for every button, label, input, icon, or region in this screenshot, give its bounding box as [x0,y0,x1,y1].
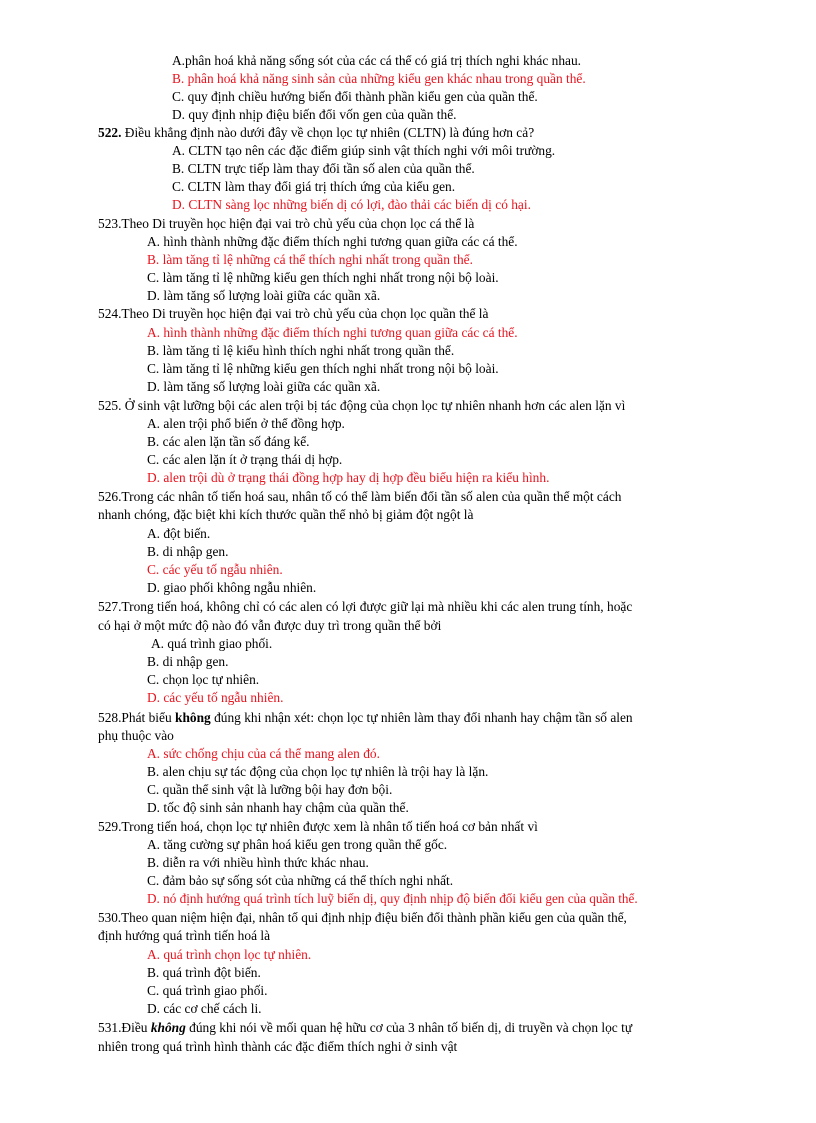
q522-number: 522. [98,125,122,140]
q524-stem: 524.Theo Di truyền học hiện đại vai trò chủ yếu của chọn lọc quần thể là [98,306,489,321]
q524-option-d: D. làm tăng số lượng loài giữa các quần xã. [147,379,381,394]
q528-stem-pre: 528.Phát biểu [98,710,175,725]
q528-option-b: B. alen chịu sự tác động của chọn lọc tự nhiên là trội hay là lặn. [147,764,489,779]
q523-option-c: C. làm tăng tỉ lệ những kiểu gen thích nghi nhất trong nội bộ loài. [147,270,499,285]
q530-stem-line2: định hướng quá trình tiến hoá là [98,928,271,943]
q525-option-c: C. các alen lặn ít ở trạng thái dị hợp. [147,452,343,467]
q521-option-b: B. phân hoá khả năng sinh sản của những kiểu gen khác nhau trong quần thể. [172,71,586,86]
q524-option-a: A. hình thành những đặc điểm thích nghi tương quan giữa các cá thể. [147,325,518,340]
q527-option-d: D. các yếu tố ngẫu nhiên. [147,690,284,705]
q522-stem-text: Điều khẳng định nào dưới đây về chọn lọc tự nhiên (CLTN) là đúng hơn cả? [121,125,535,140]
q530-option-a: A. quá trình chọn lọc tự nhiên. [147,947,312,962]
q529-option-d: D. nó định hướng quá trình tích luỹ biến dị, quy định nhịp độ biến đổi kiểu gen của quần thể. [147,891,638,906]
q528-option-c: C. quần thể sinh vật là lưỡng bội hay đơn bội. [147,782,393,797]
q523-option-a: A. hình thành những đặc điểm thích nghi tương quan giữa các cá thể. [147,234,518,249]
q522-option-d: D. CLTN sàng lọc những biến dị có lợi, đào thải các biến dị có hại. [172,197,531,212]
q522-option-a: A. CLTN tạo nên các đặc điểm giúp sinh vật thích nghi với môi trường. [172,143,556,158]
q530-option-d: D. các cơ chế cách li. [147,1001,262,1016]
q522-option-b: B. CLTN trực tiếp làm thay đổi tần số alen của quần thể. [172,161,475,176]
q528-option-a: A. sức chống chịu của cá thể mang alen đó. [147,746,380,761]
q521-option-c: C. quy định chiều hướng biến đổi thành phần kiểu gen của quần thể. [172,89,538,104]
q527-option-a: A. quá trình giao phối. [151,636,273,651]
q526-option-a: A. đột biến. [147,526,211,541]
q526-stem-line2: nhanh chóng, đặc biệt khi kích thước quần thể nhỏ bị giảm đột ngột là [98,507,474,522]
q527-option-c: C. chọn lọc tự nhiên. [147,672,260,687]
q522-option-c: C. CLTN làm thay đổi giá trị thích ứng của kiểu gen. [172,179,456,194]
q530-option-b: B. quá trình đột biến. [147,965,261,980]
q531-stem-line2: nhiên trong quá trình hình thành các đặc điểm thích nghi ở sinh vật [98,1039,458,1054]
q525-option-b: B. các alen lặn tần số đáng kể. [147,434,310,449]
q526-stem-line1: 526.Trong các nhân tố tiến hoá sau, nhân tố có thể làm biến đổi tần số alen của quần thể một cách [98,489,622,504]
q527-stem-line1: 527.Trong tiến hoá, không chỉ có các alen có lợi được giữ lại mà nhiều khi các alen trung tính, hoặc [98,599,633,614]
q527-stem-line2: có hại ở một mức độ nào đó vẫn được duy trì trong quần thể bởi [98,618,442,633]
q521-option-a: A.phân hoá khả năng sống sót của các cá thể có giá trị thích nghi khác nhau. [172,53,582,68]
q526-option-b: B. di nhập gen. [147,544,229,559]
q523-option-b: B. làm tăng tỉ lệ những cá thể thích nghi nhất trong quần thể. [147,252,473,267]
q524-option-c: C. làm tăng tỉ lệ những kiểu gen thích nghi nhất trong nội bộ loài. [147,361,499,376]
q529-stem: 529.Trong tiến hoá, chọn lọc tự nhiên được xem là nhân tố tiến hoá cơ bản nhất vì [98,819,538,834]
q523-stem: 523.Theo Di truyền học hiện đại vai trò chủ yếu của chọn lọc cá thể là [98,216,475,231]
q529-option-c: C. đảm bảo sự sống sót của những cá thể thích nghi nhất. [147,873,454,888]
q531-stem-bold: không [150,1020,186,1035]
q528-stem-line2: phụ thuộc vào [98,728,174,743]
q525-stem: 525. Ở sinh vật lưỡng bội các alen trội bị tác động của chọn lọc tự nhiên nhanh hơn các alen lặn vì [98,398,626,413]
q530-stem-line1: 530.Theo quan niệm hiện đại, nhân tố qui định nhịp điệu biến đổi thành phần kiểu gen của quần thể, [98,910,627,925]
q524-option-b: B. làm tăng tỉ lệ kiểu hình thích nghi nhất trong quần thể. [147,343,455,358]
q525-option-a: A. alen trội phổ biến ở thể đồng hợp. [147,416,345,431]
q528-stem-bold: không [175,710,211,725]
q530-option-c: C. quá trình giao phối. [147,983,268,998]
q529-option-b: B. diễn ra với nhiều hình thức khác nhau. [147,855,369,870]
q531-stem-pre: 531.Điều [98,1020,151,1035]
q522-stem [98,124,534,142]
q523-option-d: D. làm tăng số lượng loài giữa các quần xã. [147,288,381,303]
q531-stem-line1 [98,1019,632,1037]
q526-option-d: D. giao phối không ngẫu nhiên. [147,580,317,595]
q525-option-d: D. alen trội dù ở trạng thái đồng hợp hay dị hợp đều biểu hiện ra kiểu hình. [147,470,550,485]
q521-option-d: D. quy định nhịp điệu biến đổi vốn gen của quần thể. [172,107,457,122]
q528-stem-post: đúng khi nhận xét: chọn lọc tự nhiên làm thay đổi nhanh hay chậm tần số alen [210,710,633,725]
q527-option-b: B. di nhập gen. [147,654,229,669]
q531-stem-post: đúng khi nói về mối quan hệ hữu cơ của 3 nhân tố biến dị, di truyền và chọn lọc tự [185,1020,633,1035]
q529-option-a: A. tăng cường sự phân hoá kiểu gen trong quần thể gốc. [147,837,448,852]
q528-stem-line1 [98,709,633,727]
q528-option-d: D. tốc độ sinh sản nhanh hay chậm của quần thể. [147,800,409,815]
q526-option-c: C. các yếu tố ngẫu nhiên. [147,562,283,577]
